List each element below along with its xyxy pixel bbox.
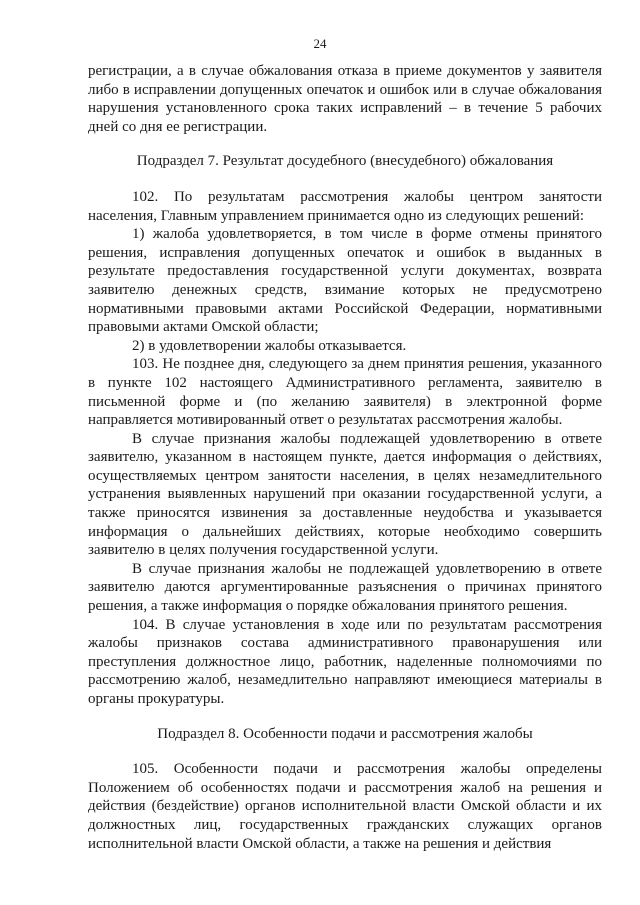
subsection-7-title: Подраздел 7. Результат досудебного (внесудебного) обжалования <box>136 153 554 170</box>
paragraph-104: 104. В случае установления в ходе или по результатам рассмотрения жалобы признаков состава административного правонарушения или преступления должностное лицо, работник, наделенные полномочиями по рассмотрению жалоб, незамедлительно направляют имеющиеся материалы в органы прокуратуры. <box>88 616 602 707</box>
paragraph-103-rejected: В случае признания жалобы не подлежащей удовлетворению в ответе заявителю даются аргументированные разъяснения о причинах принятого решения, а также информация о порядке обжалования принятого решения. <box>88 560 602 615</box>
paragraph-103-satisfied: В случае признания жалобы подлежащей удовлетворению в ответе заявителю, указанном в настоящем пункте, дается информация о действиях, осуществляемых центром занятости населения, в целях незамедлительного устранения выявленных нарушений при оказании государственной услуги, а также приносятся извинения за доставленные неудобства и указывается информация о дальнейших действиях, которые необходимо совершить заявителю в целях получения государственной услуги. <box>88 430 602 559</box>
subsection-8-title: Подраздел 8. Особенности подачи и рассмотрения жалобы <box>157 725 533 742</box>
paragraph-102-item-2: 2) в удовлетворении жалобы отказывается. <box>132 337 407 354</box>
paragraph-105: 105. Особенности подачи и рассмотрения жалобы определены Положением об особенностях подачи и рассмотрения жалоб на решения и действия (бездействие) органов исполнительной власти Омской области и их должностных лиц, государственных гражданских служащих органов исполнительной власти Омской области, а также на решения и действия <box>88 761 602 852</box>
document-body <box>88 62 602 853</box>
paragraph-102-item-1: 1) жалоба удовлетворяется, в том числе в форме отмены принятого решения, исправления допущенных опечаток и ошибок в выданных в результате предоставления государственной услуги документах, возврата заявителю денежных средств, взимание которых не предусмотрено нормативными правовыми актами Российской Федерации, нормативными правовыми актами Омской области; <box>88 226 602 336</box>
paragraph: регистрации, а в случае обжалования отказа в приеме документов у заявителя либо в исправлении допущенных опечаток и ошибок или в случае обжалования нарушения установленного срока таких исправлений – в течение 5 рабочих дней со дня ее регистрации. <box>88 63 602 135</box>
page-number: 24 <box>313 36 327 51</box>
paragraph-103: 103. Не позднее дня, следующего за днем принятия решения, указанного в пункте 102 настоящего Административного регламента, заявителю в письменной форме и (по желанию заявителя) в электронной форме направляется мотивированный ответ о результатах рассмотрения жалобы. <box>88 356 602 429</box>
paragraph-102: 102. По результатам рассмотрения жалобы центром занятости населения, Главным управлением принимается одно из следующих решений: <box>88 188 602 224</box>
